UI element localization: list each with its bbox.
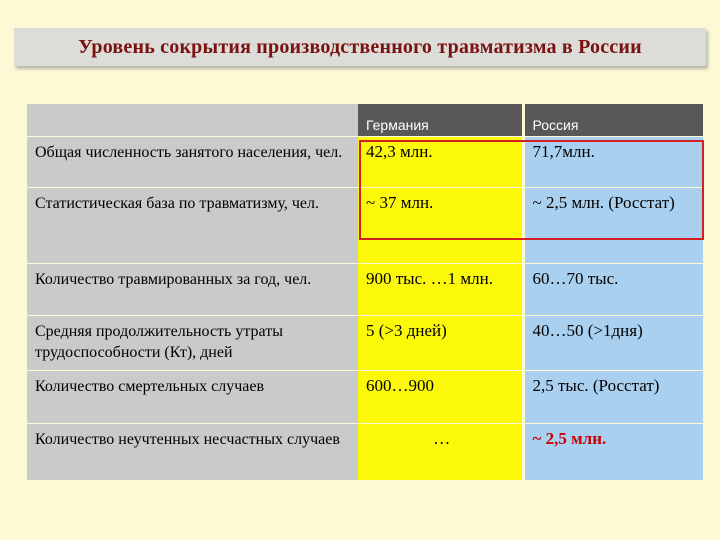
germany-value: ~ 37 млн. (358, 188, 523, 264)
table-row (27, 188, 703, 264)
russia-value: 71,7млн. (523, 137, 703, 188)
russia-value: 2,5 тыс. (Росстат) (523, 371, 703, 424)
table-row (27, 137, 703, 188)
row-label: Количество травмированных за год, чел. (27, 264, 358, 316)
row-label: Общая численность занятого населения, чел. (27, 137, 358, 188)
germany-value: … (358, 424, 523, 480)
row-label: Количество неучтенных несчастных случаев (27, 424, 358, 480)
row-label: Средняя продолжительность утраты трудоспособности (Кт), дней (27, 316, 358, 371)
column-header-russia: Россия (523, 104, 703, 137)
table-row (27, 371, 703, 424)
germany-value: 900 тыс. …1 млн. (358, 264, 523, 316)
table-row (27, 264, 703, 316)
germany-value: 600…900 (358, 371, 523, 424)
header-row (27, 104, 703, 137)
germany-value: 5 (>3 дней) (358, 316, 523, 371)
table-row (27, 316, 703, 371)
title-bar (14, 28, 706, 66)
russia-value: ~ 2,5 млн. (523, 424, 703, 480)
table-row (27, 424, 703, 480)
russia-value: 40…50 (>1дня) (523, 316, 703, 371)
row-label: Количество смертельных случаев (27, 371, 358, 424)
russia-value: ~ 2,5 млн. (Росстат) (523, 188, 703, 264)
russia-value: 60…70 тыс. (523, 264, 703, 316)
page-title: Уровень сокрытия производственного травматизма в России (78, 35, 642, 58)
column-header-germany: Германия (358, 104, 523, 137)
header-empty-cell (27, 104, 358, 137)
germany-value: 42,3 млн. (358, 137, 523, 188)
row-label: Статистическая база по травматизму, чел. (27, 188, 358, 264)
comparison-table (27, 104, 703, 480)
